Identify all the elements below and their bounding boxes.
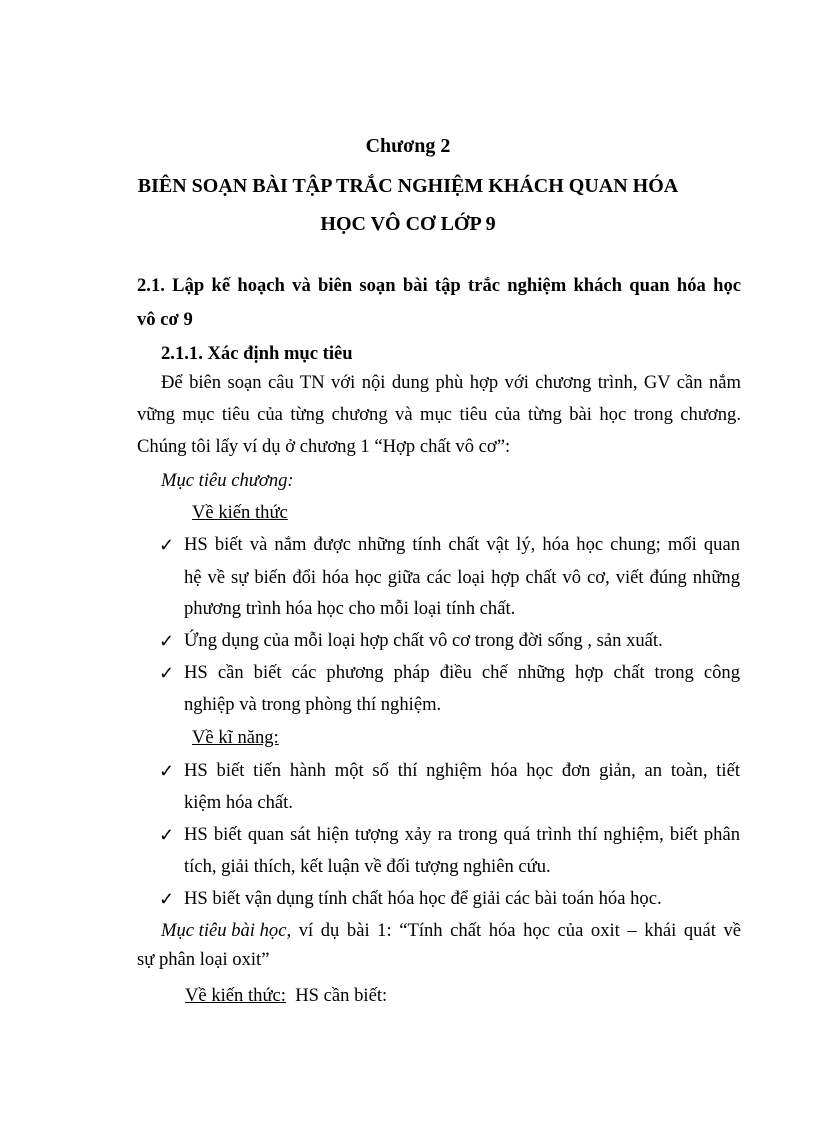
checkmark-icon: ✓: [159, 761, 175, 781]
checkmark-icon: ✓: [159, 535, 175, 555]
chapter-title-line-1: BIÊN SOẠN BÀI TẬP TRẮC NGHIỆM KHÁCH QUAN HÓA: [137, 175, 679, 197]
lesson-knowledge-rest: HS cần biết:: [295, 985, 388, 1006]
lesson-knowledge-label: Về kiến thức:: [185, 985, 286, 1006]
knowledge-item-1-line-1: HS biết và nắm được những tính chất vật lý, hóa học chung; mối quan: [184, 534, 740, 555]
chapter-number: Chương 2: [365, 135, 451, 157]
skills-item-2-line-1: HS biết quan sát hiện tượng xảy ra trong quá trình thí nghiệm, biết phân: [184, 824, 740, 845]
intro-line-3: Chúng tôi lấy ví dụ ở chương 1 “Hợp chất vô cơ”:: [137, 436, 511, 457]
lesson-goals-line-1: [161, 917, 741, 945]
checkmark-icon: ✓: [159, 825, 175, 845]
chapter-goals-label: Mục tiêu chương:: [161, 470, 294, 491]
skills-label: Về kĩ năng:: [192, 727, 279, 748]
checkmark-icon: ✓: [159, 663, 175, 683]
lesson-goals-label: Mục tiêu bài học,: [161, 920, 292, 941]
section-heading-line-1: 2.1. Lập kế hoạch và biên soạn bài tập trắc nghiệm khách quan hóa học: [137, 275, 741, 296]
section-heading-line-2: vô cơ 9: [137, 309, 193, 330]
intro-line-2: vững mục tiêu của từng chương và mục tiêu của từng bài học trong chương.: [137, 404, 741, 425]
knowledge-item-2-line-1: Ứng dụng của mỗi loại hợp chất vô cơ trong đời sống , sản xuất.: [184, 630, 663, 651]
intro-line-1: Để biên soạn câu TN với nội dung phù hợp với chương trình, GV cần nắm: [161, 372, 741, 393]
lesson-goals-line-2: sự phân loại oxit”: [137, 949, 270, 970]
knowledge-item-1-line-2: hệ về sự biến đổi hóa học giữa các loại hợp chất vô cơ, viết đúng những: [184, 567, 740, 588]
lesson-knowledge-line: [185, 982, 387, 1010]
skills-item-1-line-1: HS biết tiến hành một số thí nghiệm hóa học đơn giản, an toàn, tiết: [184, 760, 740, 781]
skills-item-1-line-2: kiệm hóa chất.: [184, 792, 293, 813]
knowledge-item-3-line-2: nghiệp và trong phòng thí nghiệm.: [184, 694, 442, 715]
checkmark-icon: ✓: [159, 889, 175, 909]
skills-item-2-line-2: tích, giải thích, kết luận về đối tượng nghiên cứu.: [184, 856, 551, 877]
checkmark-icon: ✓: [159, 631, 175, 651]
lesson-goals-line-1-rest: ví dụ bài 1: “Tính chất hóa học của oxit – khái quát về: [291, 920, 741, 941]
knowledge-item-3-line-1: HS cần biết các phương pháp điều chế những hợp chất trong công: [184, 662, 740, 683]
skills-item-3-line-1: HS biết vận dụng tính chất hóa học để giải các bài toán hóa học.: [184, 888, 662, 909]
subsection-heading: 2.1.1. Xác định mục tiêu: [161, 343, 353, 364]
knowledge-label: Về kiến thức: [192, 502, 288, 523]
chapter-title-line-2: HỌC VÔ CƠ LỚP 9: [320, 213, 496, 235]
knowledge-item-1-line-3: phương trình hóa học cho mỗi loại tính chất.: [184, 598, 516, 619]
